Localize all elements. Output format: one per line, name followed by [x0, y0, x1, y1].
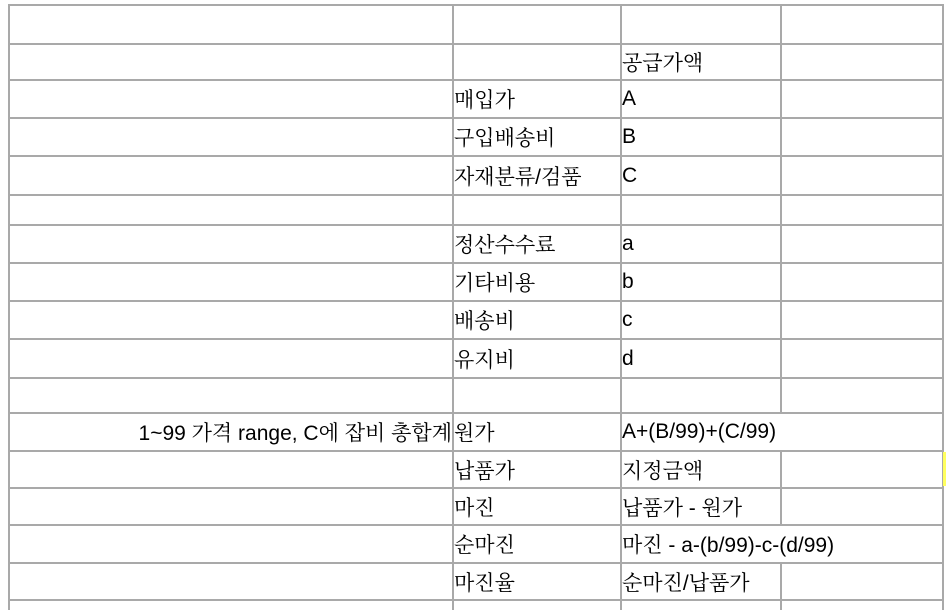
- cell[interactable]: [9, 44, 453, 80]
- cell[interactable]: [781, 80, 943, 118]
- table-row: [9, 378, 943, 413]
- cell[interactable]: [9, 451, 453, 488]
- cell[interactable]: [621, 195, 781, 225]
- cell[interactable]: 순마진/납품가: [621, 563, 781, 600]
- cell[interactable]: 배송비: [453, 301, 621, 339]
- table-row: [9, 195, 943, 225]
- cell[interactable]: [9, 225, 453, 263]
- cell[interactable]: [453, 44, 621, 80]
- cell[interactable]: [781, 563, 943, 600]
- cell[interactable]: [781, 600, 943, 610]
- cell[interactable]: 매입가: [453, 80, 621, 118]
- table-row: [9, 563, 943, 600]
- table-row: [9, 156, 943, 195]
- cell[interactable]: [453, 195, 621, 225]
- cell[interactable]: [453, 378, 621, 413]
- spreadsheet-grid: [8, 4, 944, 610]
- table-row: [9, 339, 943, 378]
- cell[interactable]: [9, 488, 453, 525]
- cell[interactable]: [9, 525, 453, 563]
- table-row: [9, 488, 943, 525]
- cell[interactable]: [621, 5, 781, 44]
- grid-body: [9, 5, 943, 610]
- cell[interactable]: [781, 118, 943, 156]
- cell[interactable]: [9, 156, 453, 195]
- cell[interactable]: 마진: [453, 488, 621, 525]
- cell[interactable]: [9, 5, 453, 44]
- cell[interactable]: [9, 118, 453, 156]
- cell[interactable]: [781, 451, 943, 488]
- cell[interactable]: 유지비: [453, 339, 621, 378]
- table-row: [9, 600, 943, 610]
- table-row: [9, 118, 943, 156]
- cell[interactable]: 자재분류/검품: [453, 156, 621, 195]
- cell[interactable]: 공급가액: [621, 44, 781, 80]
- table-row: [9, 5, 943, 44]
- cell[interactable]: 구입배송비: [453, 118, 621, 156]
- table-row: [9, 263, 943, 301]
- cell[interactable]: [781, 225, 943, 263]
- cell[interactable]: [9, 339, 453, 378]
- cell[interactable]: [781, 488, 943, 525]
- cell[interactable]: 납품가 - 원가: [621, 488, 781, 525]
- cell[interactable]: [9, 301, 453, 339]
- cell[interactable]: [781, 195, 943, 225]
- cell[interactable]: a: [621, 225, 781, 263]
- cell[interactable]: [781, 263, 943, 301]
- cell[interactable]: [781, 156, 943, 195]
- cell[interactable]: 기타비용: [453, 263, 621, 301]
- cell[interactable]: [9, 378, 453, 413]
- table-row: [9, 301, 943, 339]
- cell[interactable]: C: [621, 156, 781, 195]
- cell[interactable]: [9, 600, 453, 610]
- table-row: [9, 451, 943, 488]
- cell[interactable]: [781, 301, 943, 339]
- cell[interactable]: d: [621, 339, 781, 378]
- cell[interactable]: [781, 44, 943, 80]
- cell[interactable]: 순마진: [453, 525, 621, 563]
- cell[interactable]: [781, 5, 943, 44]
- cell[interactable]: 납품가: [453, 451, 621, 488]
- cell[interactable]: [9, 195, 453, 225]
- table-row: [9, 413, 943, 451]
- cell[interactable]: 원가: [453, 413, 621, 451]
- cell[interactable]: [453, 600, 621, 610]
- cell[interactable]: 마진율: [453, 563, 621, 600]
- cell[interactable]: [9, 563, 453, 600]
- cell[interactable]: A+(B/99)+(C/99): [621, 413, 943, 451]
- cell[interactable]: b: [621, 263, 781, 301]
- cell[interactable]: [781, 339, 943, 378]
- cell[interactable]: [453, 5, 621, 44]
- table-row: [9, 525, 943, 563]
- table-row: [9, 80, 943, 118]
- cell[interactable]: 1~99 가격 range, C에 잡비 총합계: [9, 413, 453, 451]
- cell[interactable]: A: [621, 80, 781, 118]
- cell[interactable]: 정산수수료: [453, 225, 621, 263]
- cell[interactable]: [621, 378, 781, 413]
- cell[interactable]: [621, 600, 781, 610]
- cell[interactable]: [9, 263, 453, 301]
- cell[interactable]: 지정금액: [621, 451, 781, 488]
- cell[interactable]: B: [621, 118, 781, 156]
- cell[interactable]: [9, 80, 453, 118]
- cell[interactable]: [781, 378, 943, 413]
- table-row: [9, 225, 943, 263]
- cell[interactable]: c: [621, 301, 781, 339]
- table-row: [9, 44, 943, 80]
- cell[interactable]: 마진 - a-(b/99)-c-(d/99): [621, 525, 943, 563]
